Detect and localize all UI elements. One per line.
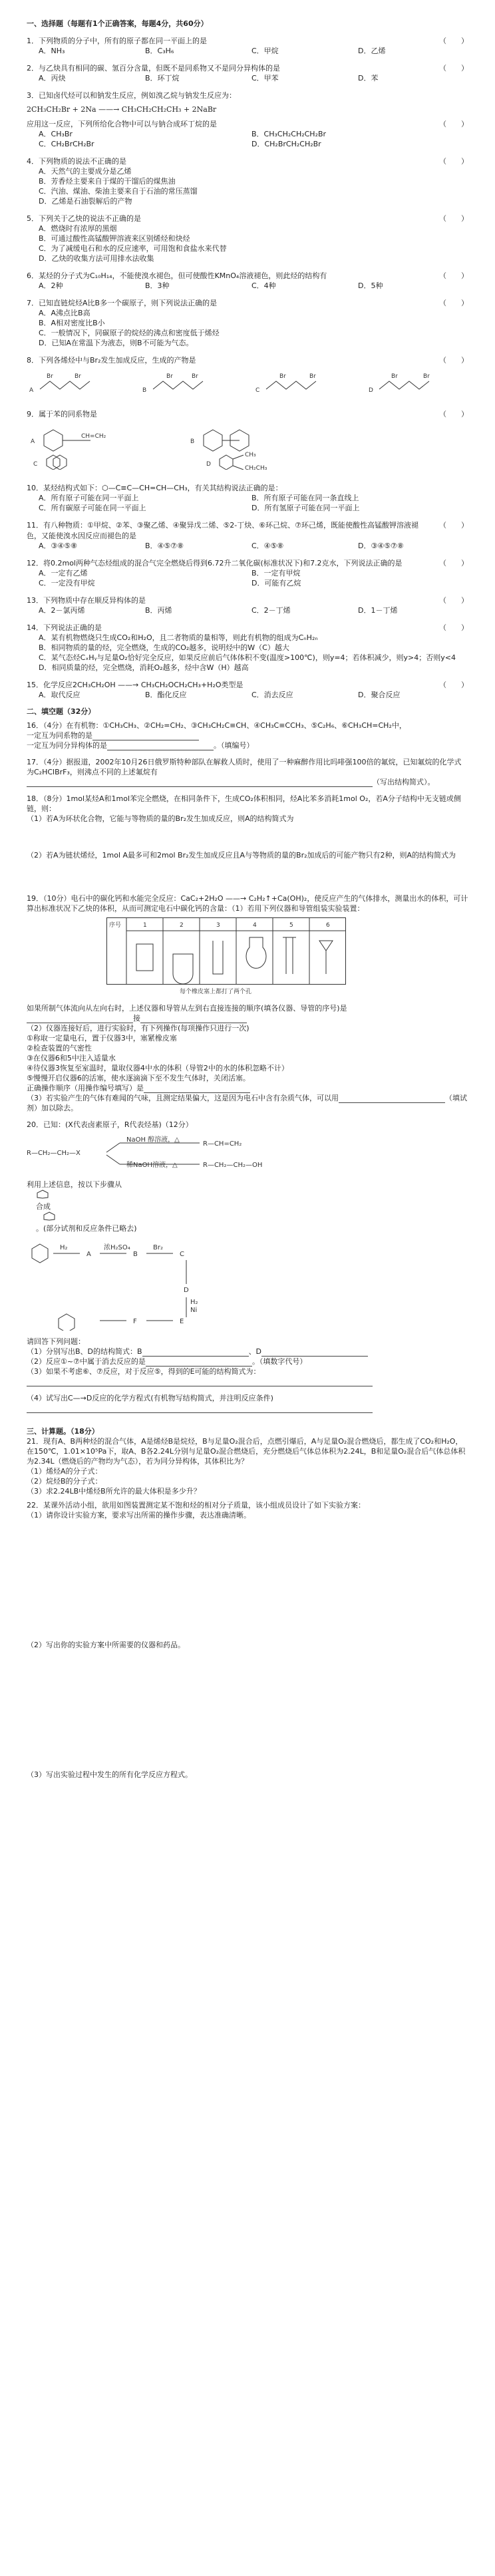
- option-a: A．一定有乙烯: [39, 569, 88, 577]
- option-a: A．天然气的主要成分是乙烯: [39, 167, 132, 176]
- answer-blank[interactable]: [140, 1015, 247, 1023]
- question-19: 19．（10分）电石中的碳化钙和水能完全反应：CaC₂+2H₂O ——→ C₂H₂↑+Ca(OH)₂，使反应产生的气体排水，测量出水的体积，可计算出标准状况下乙炔的体积，从而可测定电石中碳化钙的含量：（1）若用下列仪器和导管组装实验装置：: [27, 894, 468, 913]
- alkene-structures-figure: [27, 369, 468, 396]
- svg-text:Br: Br: [309, 373, 316, 380]
- option-d: D．乙烯是石油裂解后的产物: [39, 197, 132, 206]
- apparatus-figure: [106, 917, 346, 997]
- svg-text:Br: Br: [192, 373, 198, 380]
- option-a: A．2－氯丙烯: [39, 606, 85, 615]
- svg-text:R—CH=CH₂: R—CH=CH₂: [203, 1140, 242, 1148]
- option-b: B．可通过酸性高锰酸钾溶液来区别烯烃和炔烃: [39, 234, 190, 243]
- svg-text:Ni: Ni: [190, 1307, 198, 1314]
- option-d: D．乙烯: [358, 47, 386, 55]
- option-b: B．环丁烷: [145, 74, 180, 82]
- svg-text:D: D: [369, 387, 373, 394]
- option-c: C．一般情况下，同碳原子的烷烃的沸点和密度低于烯烃: [39, 329, 220, 337]
- question-14: 14．下列说法正确的是 （ ）: [27, 623, 468, 632]
- svg-text:序号: 序号: [109, 922, 122, 929]
- option-b: B．A相对密度比B小: [39, 319, 105, 327]
- answer-blank[interactable]: [27, 1404, 373, 1413]
- answer-blank[interactable]: [27, 1378, 373, 1386]
- answer-blank[interactable]: [144, 1084, 250, 1093]
- skeletal-structure-d: [379, 381, 429, 389]
- section-title-calc: 三、计算题。（18分）: [27, 1427, 99, 1436]
- benzene-ring-a: [44, 430, 63, 451]
- option-d: D．③④⑤⑦⑧: [358, 542, 404, 550]
- svg-text:CH₂CH₃: CH₂CH₃: [245, 465, 267, 470]
- svg-text:Br: Br: [423, 373, 430, 380]
- option-c: C．CH₂BrCH₂Br: [39, 140, 94, 148]
- svg-text:B: B: [190, 438, 195, 445]
- question-8: 8．下列各烯烃中与Br₂发生加成反应，生成的产物是 （ ）: [27, 356, 468, 365]
- question-11: 11．有八种物质：①甲烷、②苯、③聚乙烯、④聚异戊二烯、⑤2-丁炔、⑥环己烷、⑦环己烯，既能使酸性高锰酸钾溶液褪色，又能使溴水因反应而褪色的是 （ ）: [27, 521, 468, 540]
- svg-text:D: D: [184, 1287, 189, 1294]
- question-12: 12．将0.2mol两种气态烃组成的混合气完全燃烧后得到6.72升二氧化碳(标准状况下)和7.2克水，下列说法正确的是 （ ）: [27, 559, 468, 567]
- svg-text:CH=CH₂: CH=CH₂: [81, 433, 106, 440]
- option-c: C．为了减缓电石和水的反应速率，可用饱和食盐水来代替: [39, 244, 227, 253]
- cyclohexanediol-structure: [36, 1211, 63, 1221]
- option-d: D．已知A在常温下为液态，则B不可能为气态。: [39, 339, 194, 347]
- answer-blank[interactable]: [261, 1348, 368, 1357]
- option-d: D．聚合反应: [358, 691, 401, 699]
- phenol-structure: [36, 1190, 49, 1199]
- question-13: 13．下列物质中存在顺反异构体的是 （ ）: [27, 596, 468, 605]
- svg-text:A: A: [86, 1251, 91, 1258]
- option-a: A．取代反应: [39, 691, 81, 699]
- question-18: 18．（8分）1mol某烃A和1mol苯完全燃烧，在相同条件下，生成CO₂体积相同，烃A比苯多消耗1mol O₂，若A分子结构中无支链或侧链，则：: [27, 794, 461, 813]
- option-b: B．C₃H₆: [145, 47, 174, 55]
- option-c: C．甲苯: [251, 74, 279, 82]
- question-7: 7．已知直链烷烃A比B多一个碳原子，则下列说法正确的是 （ ）: [27, 299, 468, 307]
- answer-blank[interactable]: [107, 742, 214, 750]
- answer-blank[interactable]: [142, 1348, 249, 1357]
- svg-text:R—CH₂—CH₂—OH: R—CH₂—CH₂—OH: [203, 1162, 263, 1169]
- svg-text:Br: Br: [279, 373, 286, 380]
- question-10: 10．某烃结构式如下：⬡—C≡C—CH=CH—CH₃，有关其结构说法正确的是：: [27, 484, 283, 492]
- option-c: C．某气态烃CₓHᵧ与足量O₂恰好完全反应，如果反应前后气体体积不变(温度>100℃)，则y=4；若体积减少，则y>4；否则y<4: [39, 653, 456, 662]
- svg-text:Br: Br: [47, 373, 53, 380]
- answer-blank[interactable]: [92, 732, 199, 740]
- svg-text:C: C: [33, 461, 38, 468]
- question-15: 15．化学反应2CH₃CH₂OH ——→ CH₃CH₂OCH₂CH₃+H₂O类型是 （ ）: [27, 681, 468, 689]
- svg-text:E: E: [180, 1318, 184, 1325]
- svg-text:5: 5: [289, 922, 293, 929]
- benzene-homolog-figure: [27, 423, 468, 470]
- flask-3: [173, 954, 193, 984]
- synthesis-route: [27, 1237, 399, 1331]
- question-3: 3．已知卤代烃可以和钠发生反应，例如溴乙烷与钠发生反应为：: [27, 91, 236, 100]
- svg-text:Br: Br: [75, 373, 81, 380]
- answer-blank[interactable]: [146, 1358, 252, 1367]
- svg-text:F: F: [133, 1318, 137, 1325]
- svg-text:稀NaOH溶液，△: 稀NaOH溶液，△: [126, 1162, 178, 1169]
- option-b: B．芳香烃主要来自于煤的干馏后的煤焦油: [39, 177, 176, 186]
- svg-text:A: A: [29, 387, 34, 394]
- option-b: B．酯化反应: [145, 691, 187, 699]
- benzene-ring-d: [220, 455, 233, 470]
- question-4: 4．下列物质的说法不正确的是 （ ）: [27, 157, 468, 166]
- svg-text:H₂: H₂: [190, 1299, 198, 1306]
- benzene-ring-b: [204, 430, 222, 451]
- option-c: C．4种: [251, 281, 276, 290]
- section-title-choice: 一、选择题（每题有1个正确答案，每题4分，共60分）: [27, 19, 208, 28]
- option-a: A．燃烧时有浓厚的黑烟: [39, 224, 117, 233]
- option-b: B．一定有甲烷: [251, 569, 301, 577]
- option-a: A．③④⑤⑧: [39, 542, 77, 550]
- option-b: B．④⑤⑦⑧: [145, 542, 184, 550]
- question-6: 6．某烃的分子式为C₁₀H₁₄，不能使溴水褪色，但可使酸性KMnO₄溶液褪色，则此烃的结构有 （ ）: [27, 271, 468, 280]
- question-2: 2．与乙炔具有相同的碳、氢百分含量，但既不是同系物又不是同分异构体的是 （ ）: [27, 64, 468, 73]
- option-c: C．一定没有甲烷: [39, 579, 95, 587]
- exam-page: 一、选择题（每题有1个正确答案，每题4分，共60分） 1．下列物质的分子中，所有的原子都在同一平面上的是 （ ） A．NH₃ B．C₃H₆ C．甲烷 D．乙烯 2．与乙炔具有相同的碳、氢百分含量，但既不是同系物又不是同分异构体的是 （ ） A．丙炔 B．环丁烷 C．甲苯 D．苯 3．已知卤代烃可以和钠发生反应，例如溴乙烷与钠发生反应为： 2CH₃CH₂Br + 2Na ——→ CH₃CH₂CH₂CH₃ + 2NaBr 应用这一反应，下列所给化合物中可以与钠合成环丁烷的是 （ ） A．CH₃Br B．CH₃CH₂CH₂CH₂Br C．CH₂BrCH₂Br D．CH₂BrCH₂CH₂Br 4．下列物质的说法不正确的是 （ ） A．天然气的主要成分是乙烯 B．芳香烃主要来自于煤的干馏后的煤焦油 C．汽油、煤油、柴油主要来自于石油的常压蒸馏 D．乙烯是石油裂解后的产物 5．下列关于乙炔的说法不正确的是 （ ） A．燃烧时有浓厚的黑烟 B．可通过酸性高锰酸钾溶液来区别烯烃和炔烃 C．为了减缓电石和水的反应速率，可用饱和食盐水来代替 D．乙炔的收集方法可用排水法收集 6．某烃的分子式为C₁₀H₁₄，不能使溴水褪色，但可使酸性KMnO₄溶液褪色，则此烃的结构有 （ ） A．2种 B．3种 C．4种 D．5种 7．已知直链烷烃A比B多一个碳原子，则下列说法正确的是 （ ） A．A沸点比B高 B．A相对密度比B小 C．一般情况下，同碳原子的烷烃的沸点和密度低于烯烃 D．已知A在常温下为液态，则B不可能为气态。 8．下列各烯烃中与Br₂发生加成反应，生成的产物是 （ ） A B C D Br Br Br Br Br Br Br Br 9．属于苯的同系物是 （ ） A B C D CH=CH₂ CH₃ CH₂CH₃ 10．某烃结构式如下：⬡—C≡C—CH=CH—CH₃，有关其结构说法正确的是： A．所有原子可能在同一平面上 B．所有原子可能在同一条直线上 C．所有碳原子可能在同一平面上 D．所有氢原子可能在同一平面上 11．有八种物质：①甲烷、②苯、③聚乙烯、④聚异戊二烯、⑤2-丁炔、⑥环己烷、⑦环己烯，既能使酸性高锰酸钾溶液褪色，又能使溴水因反应而褪色的是 （ ） A．③④⑤⑧ B．④⑤⑦⑧ C．④⑤⑧ D．③④⑤⑦⑧ 12．将0.2mol两种气态烃组成的混合气完全燃烧后得到6.72升二氧化碳(标准状况下)和7.2克水，下列说法正确的是 （ ） A．一定有乙烯 B．一定有甲烷 C．一定没有甲烷 D．可能有乙烷 13．下列物质中存在顺反异构体的是 （ ） A．2－氯丙烯 B．丙烯 C．2－丁烯 D．1－丁烯 14．下列说法正确的是 （ ） A．某有机物燃烧只生成CO₂和H₂O，且二者物质的量相等，则此有机物的组成为CₙH₂ₙ B．相同物质的量的烃，完全燃烧，生成的CO₂越多，说明烃中的W（C）越大 C．某气态烃CₓHᵧ与足量O₂恰好完全反应，如果反应前后气体体积不变(温度>100℃)，则y=4；若体积减少，则y>4；否则y<4 D．相同质量的烃，完全燃烧，消耗O₂越多，烃中含W（H）越高 15．化学反应2CH₃CH₂OH ——→ CH₃CH₂OCH₂CH₃+H₂O类型是 （ ） A．取代反应 B．酯化反应 C．消去反应 D．聚合反应 二、填空题（32分） 16．（4分）在有机物：①CH₃CH₃、②CH₂=CH₂、③CH₃CH₂C≡CH、④CH₃C≡CCH₃、⑤C₂H₆、⑥CH₃CH=CH₂中， 一定互为同系物的是 一定互为同分异构体的是 。（填编号） 17．（4分）据报道，2002年10月26日俄罗斯特种部队在解救人质时，使用了一种麻醉作用比吗啡强100倍的氟烷，已知氟烷的化学式为C₂HClBrF₃，则沸点不同的上述氟烷有 （写出结构简式）。 18．（8分）1mol某烃A和1mol苯完全燃烧，在相同条件下，生成CO₂体积相同，烃A比苯多消耗1mol O₂，若A分子结构中无支链或侧链，则： （1）若A为环状化合物，它能与等物质的量的Br₂发生加成反应，则A的结构简式为 （2）若A为链状烯烃，1mol A最多可和2mol Br₂发生加成反应且A与等物质的量的Br₂加成后的可能产物只有2种，则A的结构简式为 19．（10分）电石中的碳化钙和水能完全反应：CaC₂+2H₂O ——→ C₂H₂↑+Ca(OH)₂，使反应产生的气体排水，测量出水的体积，可计算出标准状况下乙炔的体积，从而可测定电石中碳化钙的含量：（1）若用下列仪器和导管组装实验装置： 序号 1 2 3 4 5 6 每个橡皮塞上都打了两个孔 如果所制气体流向从左向右时，上述仪器和导管从左到右直接连接的顺序(填各仪器、导管的序号)是 接 （2）仪器连接好后，进行实验时，有下列操作(每项操作只进行一次) ①称取一定量电石，置于仪器3中，塞紧橡皮塞 ②检查装置的气密性 ③在仪器6和5中注入适量水 ④待仪器3恢复至室温时，量取仪器4中水的体积（导管2中的水的体积忽略不计） ⑤慢慢开启仪器6的活塞，使水逐滴滴下至不发生气体时，关闭活塞。 正确操作顺序（用操作编号填写）是 （3）若实验产生的气体有难闻的气味，且测定结果偏大，这是因为电石中含有杂质气体，可以用 （填试剂）加以除去。 20．已知：(X代表卤素原子，R代表烃基)（12分） R—CH₂—CH₂—X NaOH 醇溶液，△ R—CH=CH₂ 稀NaOH溶液，△ R—CH₂—CH₂—OH 利用上述信息，按以下步骤从 合成 。(部分试剂和反应条件已略去) A B C D F E H₂ 浓H₂SO₄ Br₂ H₂ Ni 请回答下列问题： （1）分别写出B、D的结构简式：B 、D （2）反应①~⑦中属于消去反应的是 。（填数字代号） （3）如果不考虑⑥、⑦反应，对于反应⑤，得到的E可能的结构简式为： （4）试写出C—→D反应的化学方程式(有机物写结构简式，并注明反应条件) 三、计算题。（18分） 21．现有A、B两种烃的混合气体，A是烯烃B是烷烃，B与足量O₂混合后，点燃引爆后，A与足量O₂混合燃烧后，都生成了CO₂和H₂O，在150℃，1.01×10⁵Pa下，取A、B各2.24L分别与足量O₂混合燃烧后，充分燃烧后气体总体积为2.24L，B和足量O₂混合后气体总体积为2.34L（燃烧后的产物均为气态），若为同分异构体，其体积比为？ （1）烯烃A的分子式： （2）烷烃B的分子式： （3）求2.24LB中烯烃B所允许的最大体积是多少升？ 22．某课外活动小组，欲用如图装置测定某不饱和烃的相对分子质量，该小组成员设计了如下实验方案： （1）请你设计实验方案，要求写出所需的操作步骤，表达准确清晰。 （2）写出你的实验方案中所需要的仪器和药品。 （3）写出实验过程中发生的所有化学反应方程式。: [27, 19, 468, 1779]
- option-d: D．乙炔的收集方法可用排水法收集: [39, 254, 154, 263]
- option-b: B．3种: [145, 281, 170, 290]
- option-d: D．相同质量的烃，完全燃烧，消耗O₂越多，烃中含W（H）越高: [39, 663, 249, 672]
- section-title-fill: 二、填空题（32分）: [27, 707, 96, 716]
- question-20: 20．已知：(X代表卤素原子，R代表烃基)（12分）: [27, 1120, 193, 1129]
- question-21: 21．现有A、B两种烃的混合气体，A是烯烃B是烷烃，B与足量O₂混合后，点燃引爆后，A与足量O₂混合燃烧后，都生成了CO₂和H₂O，在150℃，1.01×10⁵Pa下，取A、B各2.24L分别与足量O₂混合燃烧后，充分燃烧后气体总体积为2.24L，B和足量O₂混合后气体总体积为2.34L（燃烧后的产物均为气态），若为同分异构体，其体积比为？: [27, 1437, 466, 1466]
- answer-blank[interactable]: [27, 778, 373, 787]
- option-c: C．甲烷: [251, 47, 279, 55]
- option-a: A．A沸点比B高: [39, 309, 90, 317]
- svg-text:R—CH₂—CH₂—X: R—CH₂—CH₂—X: [27, 1150, 81, 1157]
- option-a: A．丙炔: [39, 74, 66, 82]
- question-16: 16．（4分）在有机物：①CH₃CH₃、②CH₂=CH₂、③CH₃CH₂C≡CH、④CH₃C≡CCH₃、⑤C₂H₆、⑥CH₃CH=CH₂中，: [27, 721, 407, 730]
- option-c: C．汽油、煤油、柴油主要来自于石油的常压蒸馏: [39, 187, 198, 196]
- option-a: A．NH₃: [39, 47, 65, 55]
- reaction-equation: 2CH₃CH₂Br + 2Na ——→ CH₃CH₂CH₂CH₃ + 2NaBr: [27, 105, 217, 114]
- option-d: D．1－丁烯: [358, 606, 398, 615]
- question-1: 1．下列物质的分子中，所有的原子都在同一平面上的是 （ ）: [27, 37, 468, 45]
- svg-text:每个橡皮塞上都打了两个孔: 每个橡皮塞上都打了两个孔: [180, 989, 252, 995]
- option-a: A．某有机物燃烧只生成CO₂和H₂O，且二者物质的量相等，则此有机物的组成为CₙH₂ₙ: [39, 633, 318, 642]
- option-d: D．5种: [358, 281, 383, 290]
- option-d: D．苯: [358, 74, 379, 82]
- svg-text:4: 4: [253, 922, 257, 929]
- option-b: B．丙烯: [145, 606, 172, 615]
- option-c: C．④⑤⑧: [251, 542, 284, 550]
- svg-text:H₂: H₂: [60, 1244, 68, 1251]
- option-c: C．2－丁烯: [251, 606, 291, 615]
- option-c: C．所有碳原子可能在同一平面上: [39, 504, 146, 512]
- option-c: C．消去反应: [251, 691, 293, 699]
- option-d: D．CH₂BrCH₂CH₂Br: [251, 140, 321, 148]
- svg-text:A: A: [31, 438, 35, 445]
- svg-text:浓H₂SO₄: 浓H₂SO₄: [104, 1244, 130, 1251]
- svg-text:1: 1: [143, 922, 147, 929]
- svg-text:NaOH 醇溶液，△: NaOH 醇溶液，△: [126, 1136, 180, 1144]
- option-a: A．2种: [39, 281, 63, 290]
- skeletal-structure-c: [266, 381, 316, 389]
- option-b: B．CH₃CH₂CH₂CH₂Br: [251, 130, 327, 138]
- svg-text:2: 2: [180, 922, 184, 929]
- reaction-scheme: [27, 1134, 359, 1174]
- svg-text:D: D: [206, 461, 211, 468]
- question-17: 17．（4分）据报道，2002年10月26日俄罗斯特种部队在解救人质时，使用了一种麻醉作用比吗啡强100倍的氟烷，已知氟烷的化学式为C₂HClBrF₃，则沸点不同的上述氟烷有: [27, 758, 462, 776]
- svg-text:Br: Br: [166, 373, 173, 380]
- cylinder-4: [213, 941, 223, 974]
- svg-text:Br₂: Br₂: [153, 1244, 163, 1251]
- svg-text:C: C: [180, 1251, 184, 1258]
- answer-blank[interactable]: [27, 1015, 133, 1023]
- skeletal-structure-a: [40, 381, 90, 389]
- option-b: B．相同物质的量的烃，完全燃烧，生成的CO₂越多，说明烃中的W（C）越大: [39, 643, 289, 652]
- option-a: A．CH₃Br: [39, 130, 73, 138]
- question-9: 9．属于苯的同系物是 （ ）: [27, 410, 468, 418]
- svg-text:6: 6: [326, 922, 330, 929]
- svg-text:3: 3: [216, 922, 220, 929]
- option-d: D．可能有乙烷: [251, 579, 301, 587]
- svg-text:Br: Br: [391, 373, 398, 380]
- option-b: B．所有原子可能在同一条直线上: [251, 494, 359, 502]
- option-d: D．所有氢原子可能在同一平面上: [251, 504, 360, 512]
- svg-text:CH₃: CH₃: [245, 452, 256, 458]
- answer-blank[interactable]: [339, 1094, 445, 1103]
- svg-text:B: B: [142, 387, 147, 394]
- svg-text:B: B: [133, 1251, 138, 1258]
- svg-text:C: C: [255, 387, 260, 394]
- option-a: A．所有原子可能在同一平面上: [39, 494, 139, 502]
- question-5: 5．下列关于乙炔的说法不正确的是 （ ）: [27, 214, 468, 223]
- skeletal-structure-b: [153, 381, 203, 389]
- flask-1: [136, 944, 153, 971]
- question-22: 22．某课外活动小组，欲用如图装置测定某不饱和烃的相对分子质量，该小组成员设计了如下实验方案：: [27, 1501, 365, 1510]
